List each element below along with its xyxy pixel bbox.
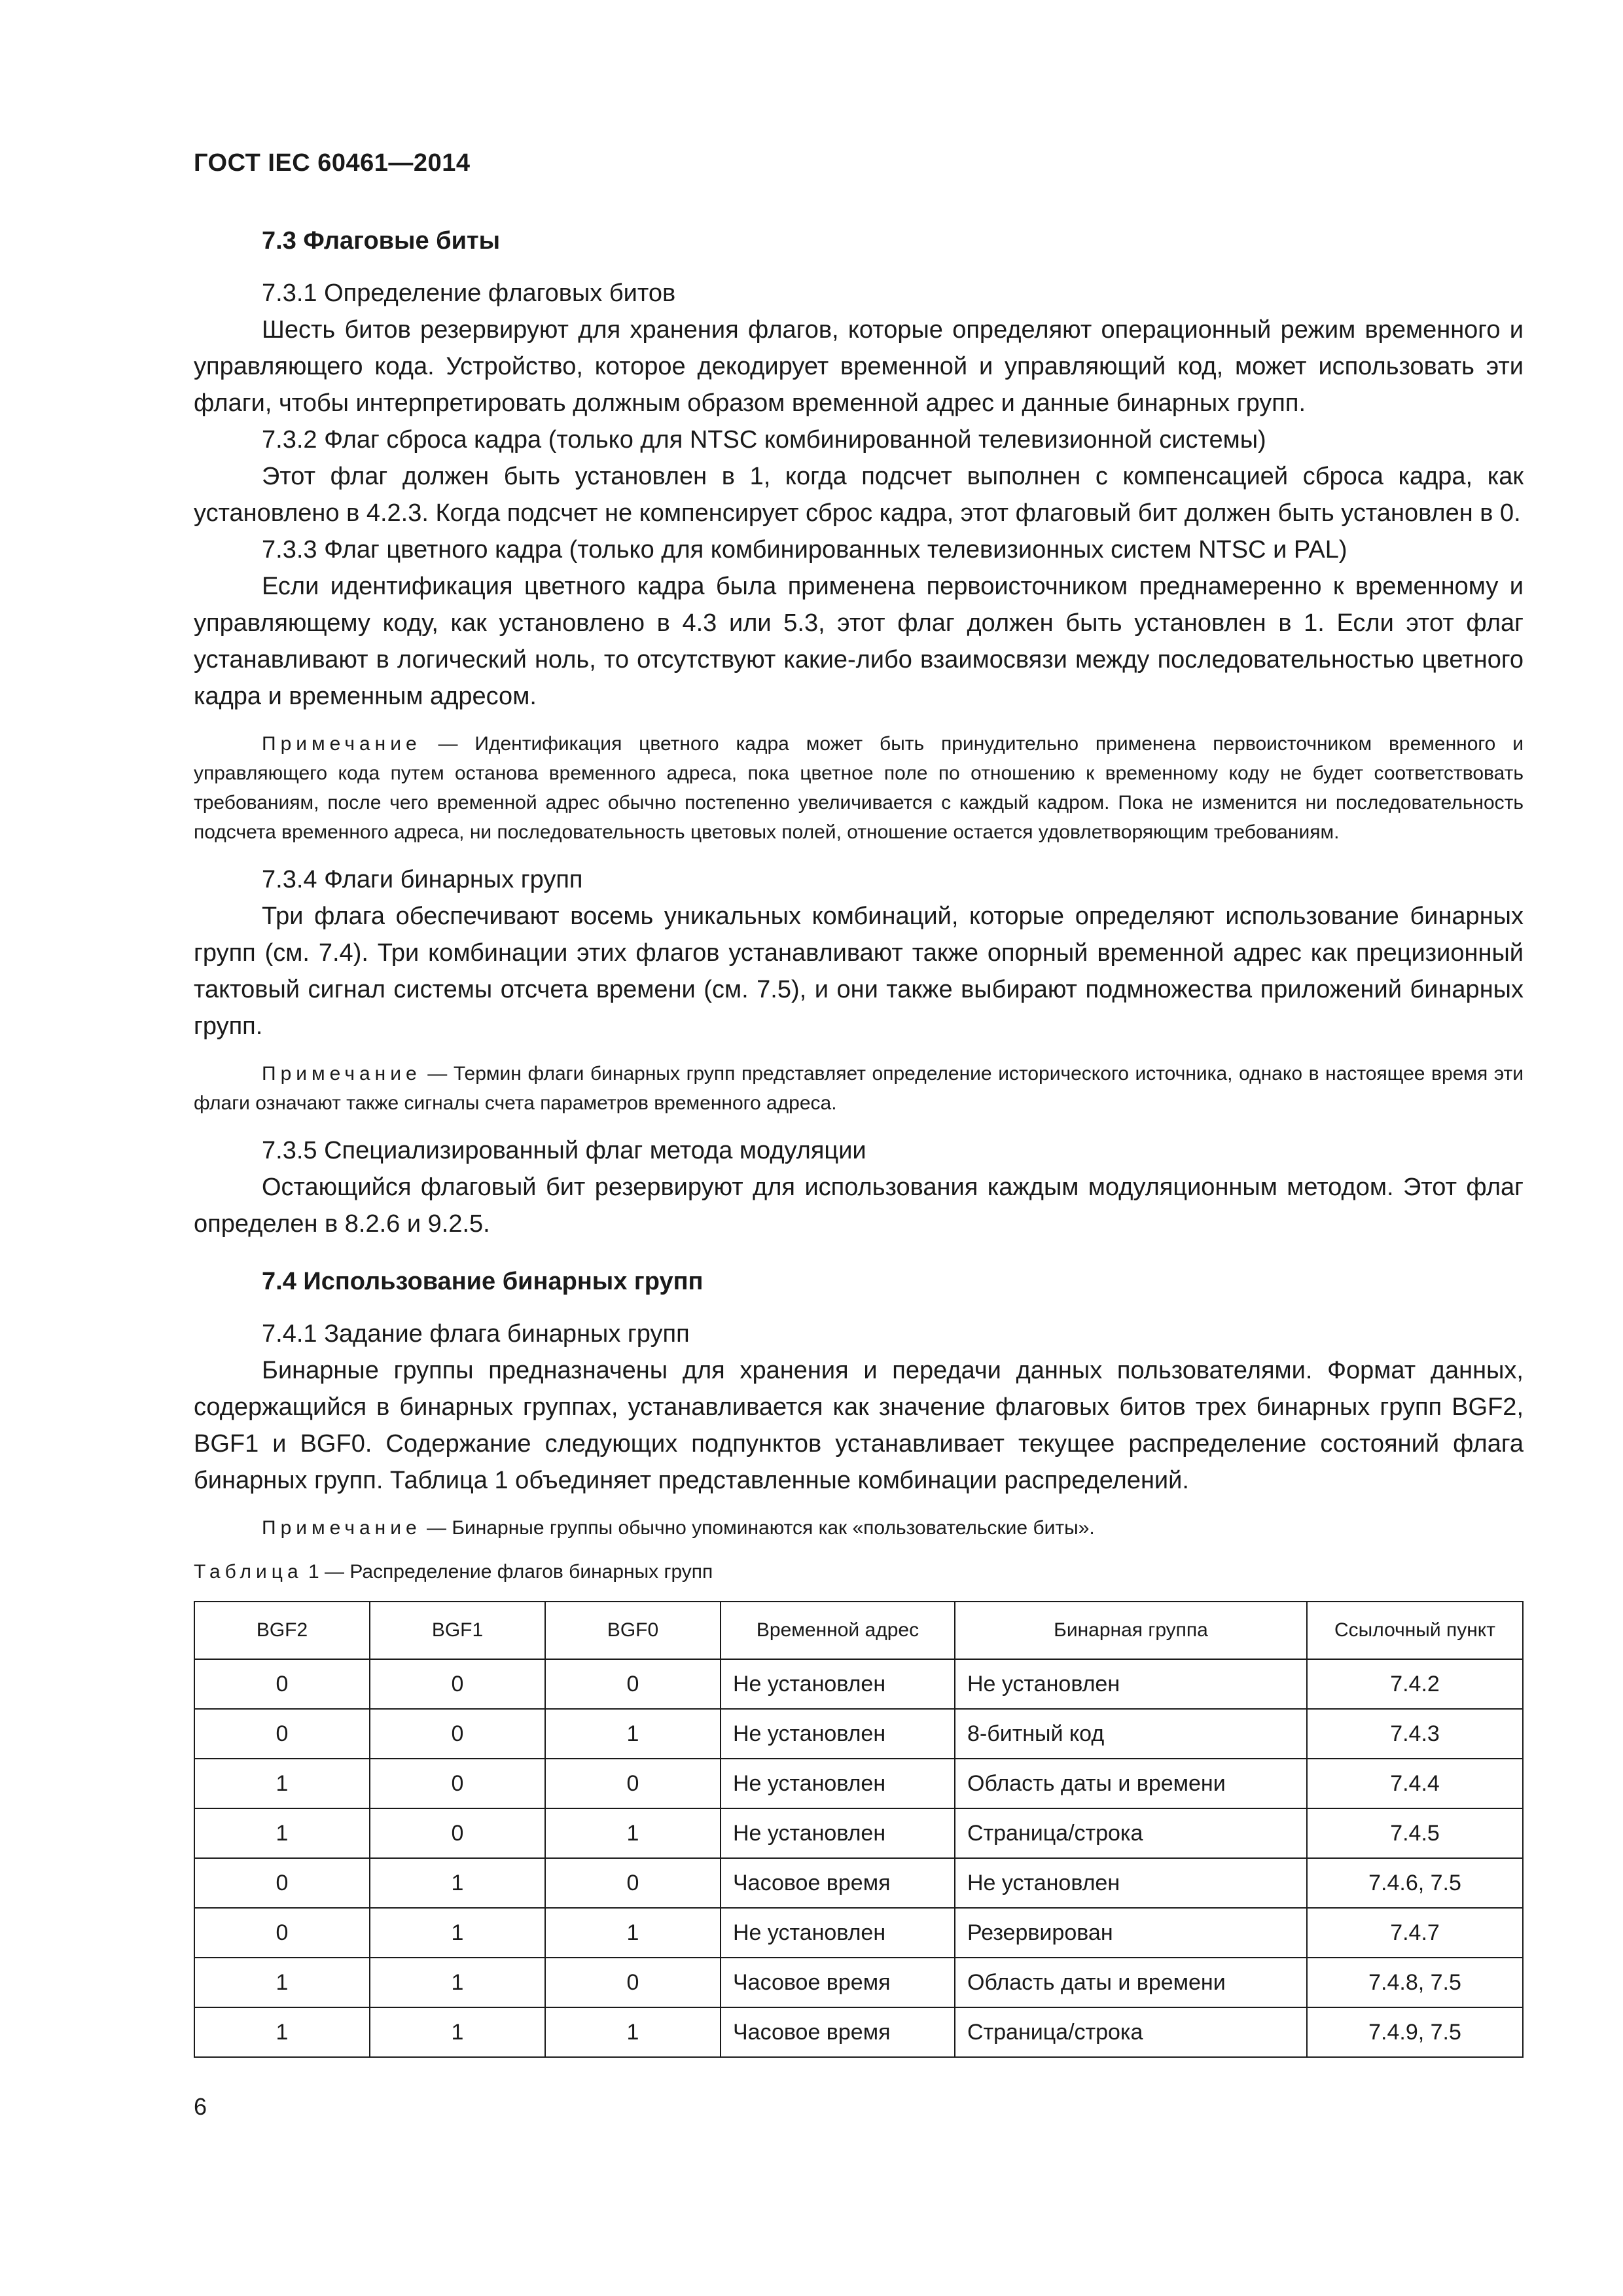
col-header-bgf1: BGF1 (370, 1602, 545, 1659)
cell-bgf2: 0 (194, 1709, 370, 1759)
note-color-frame (194, 729, 1524, 847)
table-header-row (194, 1602, 1523, 1659)
table-caption-text: 1 — Распределение флагов бинарных групп (302, 1561, 713, 1583)
subsection-7-3-1-title: 7.3.1 Определение флаговых битов (262, 279, 676, 307)
cell-bgf2: 1 (194, 1958, 370, 2007)
note-label: Примечание (262, 733, 421, 755)
cell-bgf0: 0 (545, 1659, 721, 1709)
cell-bgf0: 1 (545, 1808, 721, 1858)
cell-binary-group: Страница/строка (955, 1808, 1307, 1858)
note-label: Примечание (262, 1517, 421, 1539)
table-row (194, 1808, 1523, 1858)
cell-time-address: Не установлен (721, 1808, 955, 1858)
col-header-reference: Ссылочный пункт (1307, 1602, 1523, 1659)
cell-bgf1: 1 (370, 1908, 545, 1958)
cell-bgf2: 0 (194, 1659, 370, 1709)
cell-bgf1: 0 (370, 1709, 545, 1759)
cell-reference: 7.4.5 (1307, 1808, 1523, 1858)
cell-bgf0: 0 (545, 1759, 721, 1808)
cell-binary-group: Область даты и времени (955, 1958, 1307, 2007)
cell-time-address: Не установлен (721, 1759, 955, 1808)
table-row (194, 1709, 1523, 1759)
cell-binary-group: Резервирован (955, 1908, 1307, 1958)
cell-time-address: Часовое время (721, 2007, 955, 2057)
note-text: — Бинарные группы обычно упоминаются как «пользовательские биты». (421, 1517, 1095, 1539)
table-caption-label: Таблица (194, 1561, 303, 1583)
subsection-7-4-1-text: Бинарные группы предназначены для хранения и передачи данных пользователями. Формат данных, содержащийся в бинарных группах, устанавливается как значение флаговых битов трех бинарных групп BGF2, BGF1 и BGF0. Содержание следующих подпунктов устанавливает текущее распределение состояний флага бинарных групп. Таблица 1 объединяет представленные комбинации распределений. (194, 1357, 1524, 1494)
cell-reference: 7.4.2 (1307, 1659, 1523, 1709)
cell-binary-group: Область даты и времени (955, 1759, 1307, 1808)
cell-bgf1: 0 (370, 1759, 545, 1808)
page-content (194, 221, 1524, 2058)
table-1-caption (194, 1557, 1524, 1587)
cell-time-address: Часовое время (721, 1858, 955, 1908)
page-number: 6 (194, 2093, 207, 2120)
subsection-7-3-3-title: 7.3.3 Флаг цветного кадра (только для комбинированных телевизионных систем NTSC и PAL) (262, 536, 1347, 564)
cell-bgf0: 1 (545, 1908, 721, 1958)
cell-binary-group: 8-битный код (955, 1709, 1307, 1759)
subsection-7-4-1-title: 7.4.1 Задание флага бинарных групп (262, 1320, 690, 1348)
subsection-7-3-4-title: 7.3.4 Флаги бинарных групп (262, 866, 583, 893)
cell-reference: 7.4.9, 7.5 (1307, 2007, 1523, 2057)
table-row (194, 1659, 1523, 1709)
cell-binary-group: Страница/строка (955, 2007, 1307, 2057)
col-header-bgf2: BGF2 (194, 1602, 370, 1659)
col-header-time-address: Временной адрес (721, 1602, 955, 1659)
table-row (194, 1858, 1523, 1908)
cell-time-address: Не установлен (721, 1908, 955, 1958)
cell-reference: 7.4.4 (1307, 1759, 1523, 1808)
cell-bgf2: 1 (194, 1759, 370, 1808)
subsection-7-3-2-text: Этот флаг должен быть установлен в 1, когда подсчет выполнен с компенсацией сброса кадра, как установлено в 4.2.3. Когда подсчет не компенсирует сброс кадра, этот флаговый бит должен быть установлен в 0. (194, 463, 1524, 527)
note-text: — Идентификация цветного кадра может быть принудительно применена первоисточником временного и управляющего кода путем останова временного адреса, пока цветное поле по отношению к временному коду не будет соответствовать требованиям, после чего временной адрес обычно постепенно увеличивается с каждый кадром. Пока не изменится ни последовательность подсчета временного адреса, ни последовательность цветовых полей, отношение остается удовлетворяющим требованиям. (194, 733, 1524, 843)
cell-bgf0: 0 (545, 1958, 721, 2007)
cell-binary-group: Не установлен (955, 1858, 1307, 1908)
cell-bgf2: 1 (194, 1808, 370, 1858)
document-header: ГОСТ IEC 60461—2014 (194, 149, 471, 177)
cell-time-address: Не установлен (721, 1709, 955, 1759)
table-row (194, 1958, 1523, 2007)
cell-bgf0: 1 (545, 1709, 721, 1759)
cell-bgf0: 0 (545, 1858, 721, 1908)
binary-group-flags-table (194, 1601, 1524, 2058)
section-7-4-title: 7.4 Использование бинарных групп (262, 1268, 704, 1295)
note-binary-group-flags (194, 1059, 1524, 1118)
col-header-bgf0: BGF0 (545, 1602, 721, 1659)
col-header-binary-group: Бинарная группа (955, 1602, 1307, 1659)
note-user-bits (194, 1513, 1524, 1543)
cell-reference: 7.4.7 (1307, 1908, 1523, 1958)
cell-time-address: Не установлен (721, 1659, 955, 1709)
subsection-7-3-5-text: Остающийся флаговый бит резервируют для использования каждым модуляционным методом. Этот флаг определен в 8.2.6 и 9.2.5. (194, 1174, 1524, 1238)
cell-bgf1: 0 (370, 1659, 545, 1709)
note-text: — Термин флаги бинарных групп представляет определение исторического источника, однако в настоящее время эти флаги означают также сигналы счета параметров временного адреса. (194, 1063, 1524, 1114)
cell-bgf2: 0 (194, 1858, 370, 1908)
subsection-7-3-1-text: Шесть битов резервируют для хранения флагов, которые определяют операционный режим временного и управляющего кода. Устройство, которое декодирует временной и управляющий код, может использовать эти флаги, чтобы интерпретировать должным образом временной адрес и данные бинарных групп. (194, 316, 1524, 417)
subsection-7-3-5-title: 7.3.5 Специализированный флаг метода модуляции (262, 1137, 866, 1164)
cell-bgf0: 1 (545, 2007, 721, 2057)
table-row (194, 1759, 1523, 1808)
cell-reference: 7.4.6, 7.5 (1307, 1858, 1523, 1908)
cell-bgf1: 1 (370, 1958, 545, 2007)
cell-bgf2: 1 (194, 2007, 370, 2057)
cell-bgf1: 1 (370, 1858, 545, 1908)
section-7-3-title: 7.3 Флаговые биты (262, 227, 501, 255)
cell-time-address: Часовое время (721, 1958, 955, 2007)
table-row (194, 1908, 1523, 1958)
note-label: Примечание (262, 1063, 421, 1085)
table-row (194, 2007, 1523, 2057)
subsection-7-3-4-text: Три флага обеспечивают восемь уникальных комбинаций, которые определяют использование бинарных групп (см. 7.4). Три комбинации этих флагов устанавливают также опорный временной адрес как прецизионный тактовый сигнал системы отсчета времени (см. 7.5), и они также выбирают подмножества приложений бинарных групп. (194, 903, 1524, 1040)
cell-bgf1: 0 (370, 1808, 545, 1858)
cell-bgf1: 1 (370, 2007, 545, 2057)
cell-binary-group: Не установлен (955, 1659, 1307, 1709)
cell-reference: 7.4.8, 7.5 (1307, 1958, 1523, 2007)
subsection-7-3-3-text: Если идентификация цветного кадра была применена первоисточником преднамеренно к временному и управляющему коду, как установлено в 4.3 или 5.3, этот флаг должен быть установлен в 1. Если этот флаг устанавливают в логический ноль, то отсутствуют какие-либо взаимосвязи между последовательностью цветного кадра и временным адресом. (194, 573, 1524, 710)
cell-reference: 7.4.3 (1307, 1709, 1523, 1759)
cell-bgf2: 0 (194, 1908, 370, 1958)
subsection-7-3-2-title: 7.3.2 Флаг сброса кадра (только для NTSC комбинированной телевизионной системы) (262, 426, 1266, 454)
